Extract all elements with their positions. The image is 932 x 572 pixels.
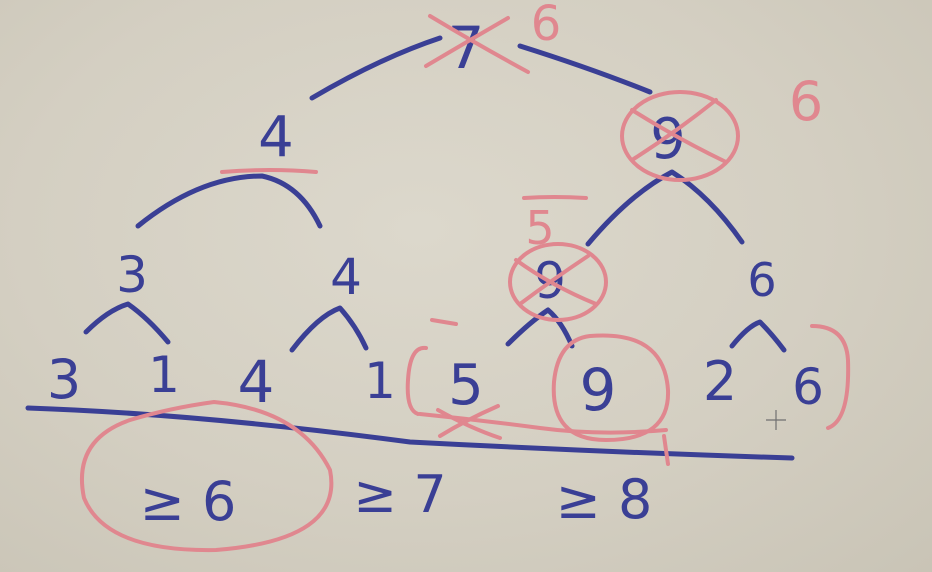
root-correction: 6 [530,0,562,52]
edge-l1left-split [138,176,320,226]
leaf-4: 1 [364,352,396,410]
leaf-pair-tick [432,320,456,324]
leaf-6-tick [664,436,668,464]
node-l2-b-value: 4 [330,248,362,306]
edge-d-split [732,322,784,350]
bound-2: ≥ 7 [353,465,447,525]
leaf-1: 3 [46,348,82,411]
node-l2-c-value: 9 [534,252,566,310]
edge-root-right [520,46,650,92]
bound-1: ≥ 6 [139,470,237,533]
node-l2-d-value: 6 [747,253,777,307]
leaf-2: 1 [148,346,180,404]
edge-b-split [292,308,366,350]
pink-annotations [82,0,848,550]
l2-c-correction: 5 [525,201,555,255]
leaf-8: 6 [792,358,824,416]
leaf-6: 9 [579,356,617,424]
leaf-3: 4 [237,348,275,416]
edge-root-left [312,38,440,98]
node-l1-left-value: 4 [258,105,294,170]
leaf-pair-bracket-left [408,348,426,414]
l1-left-underline [222,170,316,172]
leaf-5: 5 [448,353,484,418]
edge-l1right-split [588,172,742,244]
crosshair-cursor-icon [766,410,786,430]
edge-a-split [86,304,168,342]
leaf-7: 2 [702,350,738,413]
root-value: 7 [447,14,485,82]
l1-right-correction: 6 [788,70,824,133]
bound-3: ≥ 8 [555,468,653,531]
l2-c-correction-top [524,197,586,198]
node-l2-a-value: 3 [116,246,148,304]
leaf-squiggle [420,414,666,433]
node-l1-right-value: 9 [650,107,686,172]
